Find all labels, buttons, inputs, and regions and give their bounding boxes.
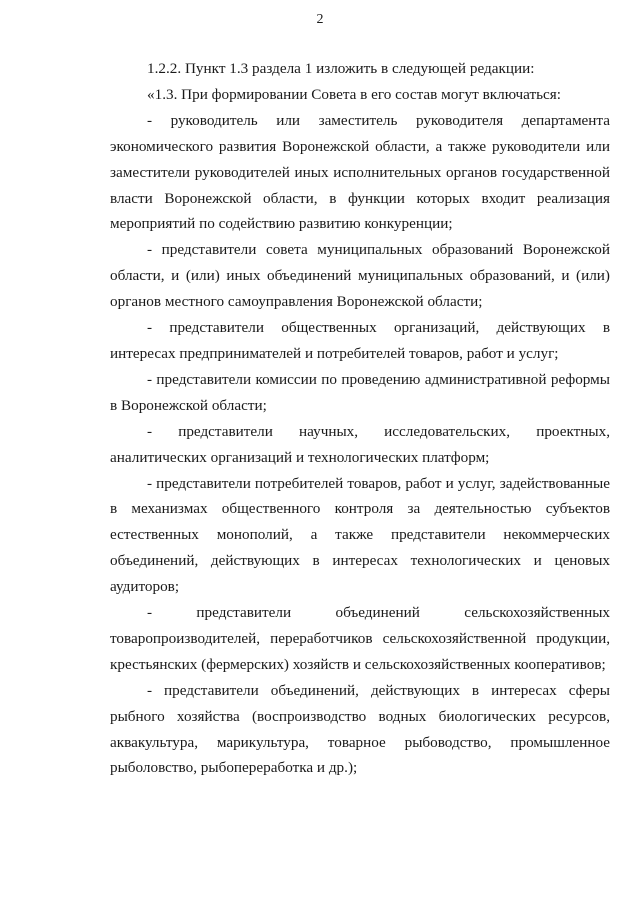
list-item-municipal-council: - представители совета муниципальных образований Воронежской области, и (или) иных объединений муниципальных образований, и (или) органов местного самоуправления Воронежской области; (110, 241, 610, 311)
clause-intro: «1.3. При формировании Совета в его состав могут включаться: (147, 85, 561, 103)
list-item-fishery-associations: - представители объединений, действующих в интересах сферы рыбного хозяйства (воспроизводство водных биологических ресурсов, аквакультура, марикультура, товарное рыбоводство, промышленное рыболовство, рыбопереработка и др.); (110, 681, 610, 777)
page-number: 2 (316, 12, 324, 27)
list-item-agricultural-associations: - представители объединений сельскохозяйственных товаропроизводителей, переработчиков сельскохозяйственной продукции, крестьянских (фермерских) хозяйств и сельскохозяйственных кооперативов; (110, 604, 610, 673)
document-body (110, 56, 610, 781)
list-item-public-organizations: - представители общественных организаций, действующих в интересах предпринимателей и потребителей товаров, работ и услуг; (110, 319, 610, 362)
list-item-consumer-representatives: - представители потребителей товаров, работ и услуг, задействованные в механизмах общественного контроля за деятельностью субъектов естественных монополий, а также представители некоммерческих объединений, действующих в интересах технологических и ценовых аудиторов; (110, 474, 610, 596)
list-item-economic-department: - руководитель или заместитель руководителя департамента экономического развития Воронежской области, а также руководители или заместители руководителей иных исполнительных органов государственной власти Воронежской области, в функции которых входит реализация мероприятий по содействию развитию конкуренции; (110, 111, 610, 233)
list-item-scientific-organizations: - представители научных, исследовательских, проектных, аналитических организаций и технологических платформ; (110, 422, 610, 466)
list-item-admin-reform-commission: - представители комиссии по проведению административной реформы в Воронежской области; (110, 370, 610, 414)
amendment-heading: 1.2.2. Пункт 1.3 раздела 1 изложить в следующей редакции: (147, 60, 535, 77)
